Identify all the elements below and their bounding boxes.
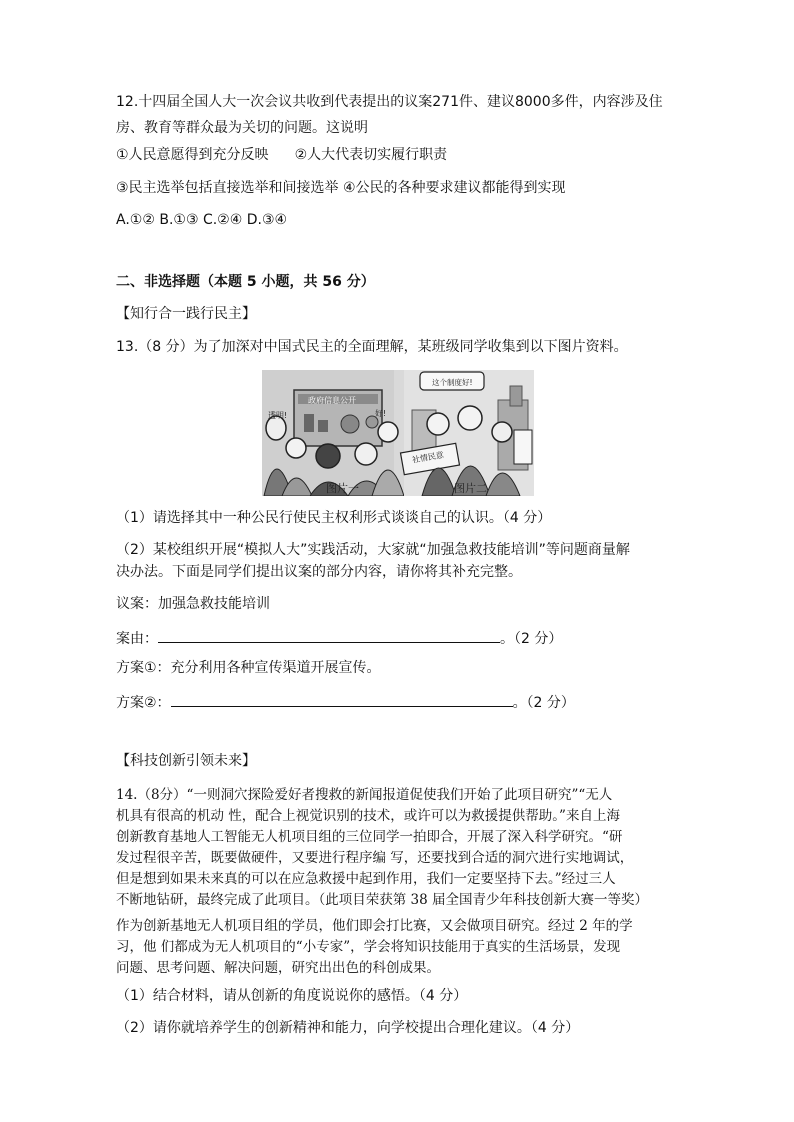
reason-row — [116, 626, 562, 649]
q13-part1: （1）请选择其中一种公民行使民主权利形式谈谈自己的认识。（4 分） — [116, 510, 552, 526]
q14-material-line: 不断地钻研，最终完成了此项目。（此项目荣获第 38 届全国青少年科技创新大赛一等奖） — [116, 892, 649, 908]
proposal-title: 议案：加强急救技能培训 — [116, 596, 270, 612]
q13-part2-line1: （2）某校组织开展“模拟人大”实践活动，大家就“加强急救技能培训”等问题商量解 — [116, 542, 630, 558]
q14-material-line: 但是想到如果未来真的可以在应急救援中起到作用，我们一定要坚持下去。”经过三人 — [116, 871, 616, 887]
cartoon-illustration — [262, 370, 534, 496]
q14-material-line: 创新教育基地人工智能无人机项目组的三位同学一拍即合，开展了深入科学研究。“研 — [116, 829, 623, 845]
plan2-label: 方案②： — [116, 695, 171, 711]
shout-good: 好! — [375, 409, 387, 418]
reason-score: 。（2 分） — [500, 631, 563, 647]
theme-heading-democracy: 【知行合一践行民主】 — [116, 306, 256, 322]
q12-stem-line1: 12.十四届全国人大一次会议共收到代表提出的议案271件、建议8000多件，内容涉及住 — [116, 94, 663, 110]
q12-stem-line2: 房、教育等群众最为关切的问题。这说明 — [116, 120, 368, 136]
caption-picture-1: 图片一 — [326, 482, 359, 495]
q12-answer-choices: A.①② B.①③ C.②④ D.③④ — [116, 212, 288, 228]
q14-part1: （1）结合材料，请从创新的角度说说你的感悟。（4 分） — [116, 988, 468, 1004]
q12-option-1: ①人民意愿得到充分反映 — [116, 147, 269, 163]
q13-part2-line2: 决办法。下面是同学们提出议案的部分内容，请你将其补充完整。 — [116, 564, 522, 580]
q14-material-line: 14.（8分）“一则洞穴探险爱好者搜救的新闻报道促使我们开始了此项目研究”“无人 — [116, 787, 613, 803]
sign-text: 社情民意 — [411, 450, 445, 465]
speech-bubble-text: 这个制度好! — [432, 378, 473, 387]
q14-material-line: 发过程很辛苦，既要做硬件，又要进行程序编 写，还要找到合适的洞穴进行实地调试， — [116, 850, 634, 866]
plan2-row — [116, 690, 575, 713]
q12-option-2: ②人大代表切实履行职责 — [294, 147, 448, 163]
q14-material2-line: 问题、思考问题、解决问题，研究出出色的科创成果。 — [116, 960, 440, 976]
q12-options-row2: ③民主选举包括直接选举和间接选举 ④公民的各种要求建议都能得到实现 — [116, 180, 566, 196]
shout-transparent: 透明! — [268, 411, 288, 420]
q14-part2: （2）请你就培养学生的创新精神和能力，向学校提出合理化建议。（4 分） — [116, 1020, 580, 1036]
section-heading: 二、非选择题（本题 5 小题，共 56 分） — [116, 274, 375, 290]
plan2-answer-blank[interactable] — [171, 690, 513, 707]
plan2-score: 。（2 分） — [512, 695, 575, 711]
q14-material-line: 机具有很高的机动 性，配合上视觉识别的技术，或许可以为救援提供帮助。”来自上海 — [116, 808, 620, 824]
caption-picture-2: 图片二 — [454, 482, 487, 495]
q13-stem: 13.（8 分）为了加深对中国式民主的全面理解，某班级同学收集到以下图片资料。 — [116, 339, 628, 355]
cartoon-figure — [262, 370, 534, 496]
plan1-text: 方案①：充分利用各种宣传渠道开展宣传。 — [116, 660, 381, 676]
q14-material2-line: 习，他 们都成为无人机项目的“小专家”，学会将知识技能用于真实的生活场景，发现 — [116, 939, 621, 955]
reason-answer-blank[interactable] — [158, 626, 500, 643]
q14-material2-line: 作为创新基地无人机项目组的学员，他们即会打比赛，又会做项目研究。经过 2 年的学 — [116, 918, 633, 934]
theme-heading-innovation: 【科技创新引领未来】 — [116, 753, 256, 769]
reason-label: 案由： — [116, 631, 158, 647]
q12-options-row1 — [116, 145, 447, 165]
board-title: 政府信息公开 — [308, 396, 356, 405]
